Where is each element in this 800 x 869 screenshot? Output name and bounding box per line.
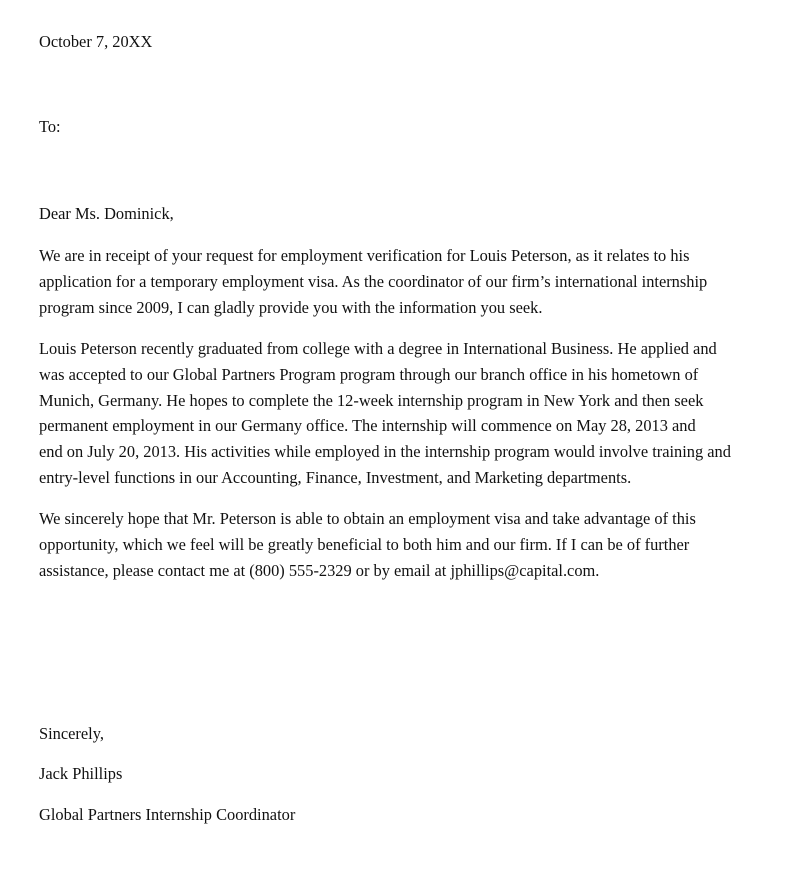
signer-name: Jack Phillips (39, 764, 123, 783)
paragraph-line: Louis Peterson recently graduated from college with a degree in International Business. He applied and (39, 339, 717, 358)
paragraph-line: entry-level functions in our Accounting, Finance, Investment, and Marketing departments. (39, 467, 632, 487)
paragraph-line: was accepted to our Global Partners Program program through our branch office in his hometown of (39, 364, 699, 384)
body-paragraph-1 (39, 243, 754, 320)
paragraph-line: Munich, Germany. He hopes to complete the 12-week internship program in New York and then seek (39, 390, 704, 410)
body-paragraph-2 (39, 336, 754, 491)
paragraph-line: program since 2009, I can gladly provide you with the information you seek. (39, 297, 543, 317)
salutation: Dear Ms. Dominick, (39, 204, 174, 223)
body-paragraph-3 (39, 506, 754, 583)
paragraph-line: end on July 20, 2013. His activities while employed in the internship program would involve training and (39, 442, 731, 462)
paragraph-line: application for a temporary employment visa. As the coordinator of our firm’s international internship (39, 271, 708, 291)
letter-date: October 7, 20XX (39, 32, 153, 51)
paragraph-line: We are in receipt of your request for employment verification for Louis Peterson, as it relates to his (39, 246, 690, 265)
signer-title: Global Partners Internship Coordinator (39, 805, 296, 824)
paragraph-line: opportunity, which we feel will be greatly beneficial to both him and our firm. If I can be of further (39, 534, 690, 554)
paragraph-line: We sincerely hope that Mr. Peterson is able to obtain an employment visa and take advantage of this (39, 509, 696, 528)
recipient-label: To: (39, 117, 61, 136)
paragraph-line: permanent employment in our Germany office. The internship will commence on May 28, 2013 and (39, 416, 696, 436)
paragraph-line: assistance, please contact me at (800) 555-2329 or by email at jphillips@capital.com. (39, 560, 600, 580)
closing: Sincerely, (39, 724, 104, 743)
